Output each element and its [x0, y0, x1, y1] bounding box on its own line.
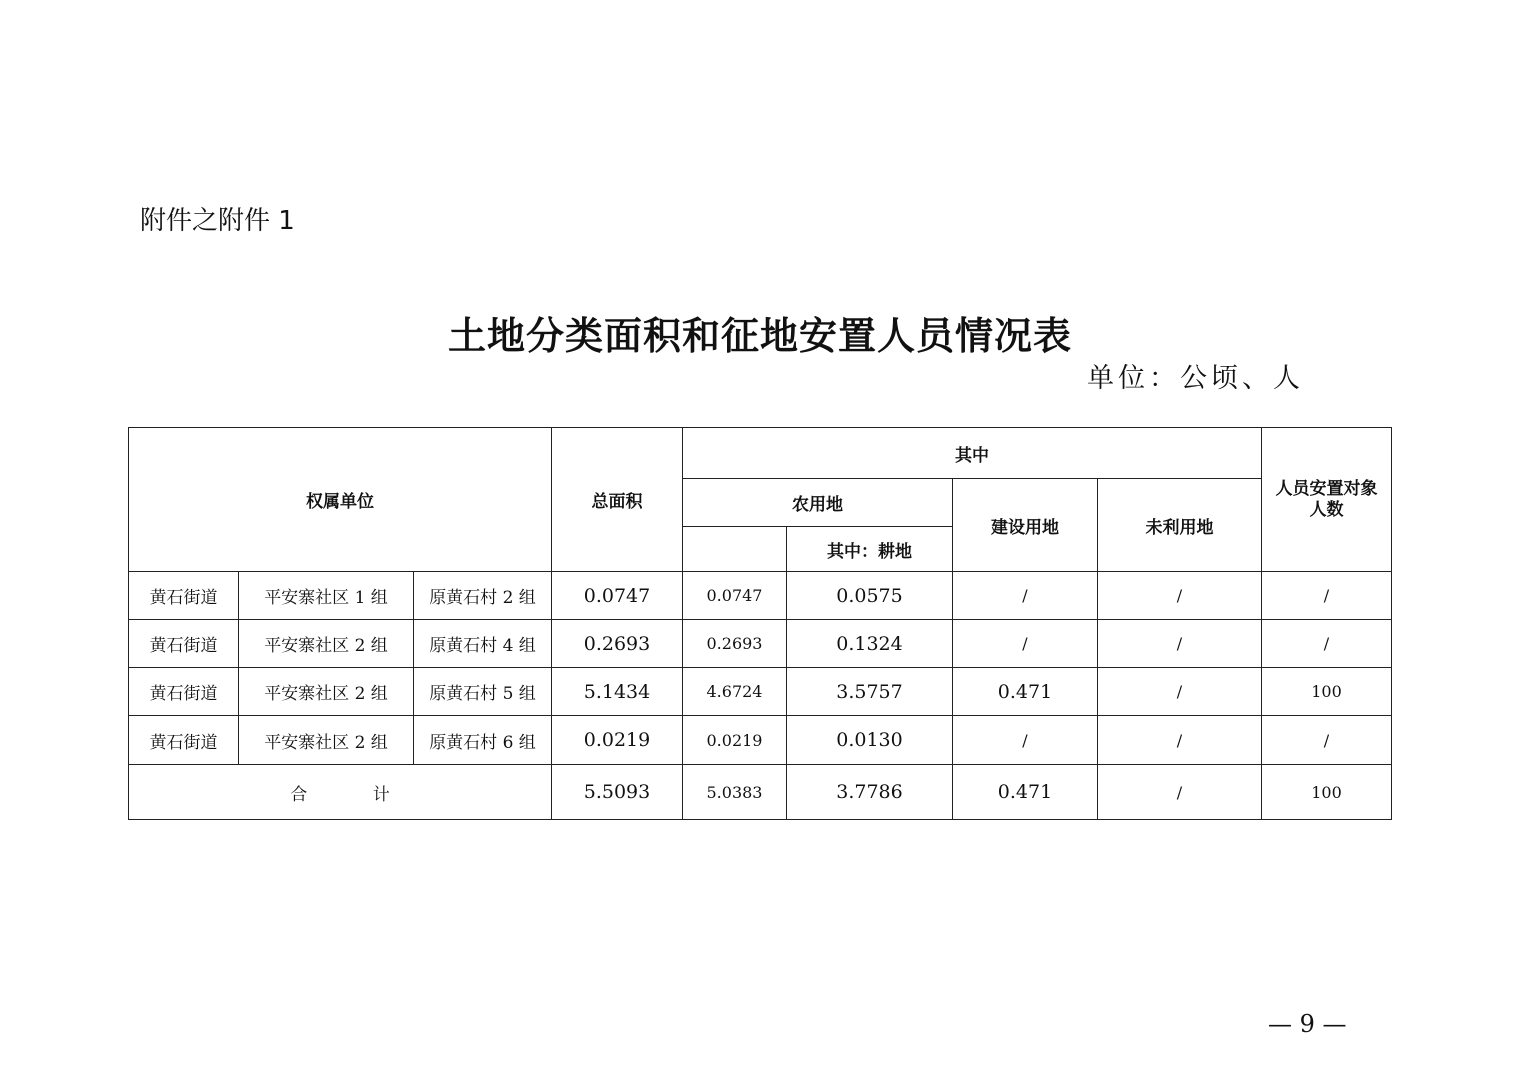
total-area-cell: 0.0747	[552, 572, 683, 620]
header-construction: 建设用地	[953, 479, 1098, 572]
annex-label: 附件之附件 1	[140, 206, 295, 236]
cultivated-cell: 3.7786	[787, 765, 953, 820]
village-cell: 原黄石村 4 组	[414, 620, 552, 668]
unused-cell: /	[1098, 572, 1262, 620]
street-cell: 黄石街道	[129, 572, 239, 620]
cultivated-cell: 3.5757	[787, 668, 953, 716]
total-area-cell: 5.1434	[552, 668, 683, 716]
village-cell: 原黄石村 5 组	[414, 668, 552, 716]
table-row	[129, 620, 1392, 668]
header-resettlement: 人员安置对象人数	[1262, 428, 1392, 572]
header-cultivated: 其中：耕地	[787, 527, 953, 572]
unused-cell: /	[1098, 668, 1262, 716]
cultivated-cell: 0.0575	[787, 572, 953, 620]
header-of-which: 其中	[683, 428, 1262, 479]
agricultural-cell: 5.0383	[683, 765, 787, 820]
resettlement-cell: 100	[1262, 765, 1392, 820]
agricultural-cell: 0.0747	[683, 572, 787, 620]
resettlement-cell: /	[1262, 620, 1392, 668]
total-row	[129, 765, 1392, 820]
header-unused: 未利用地	[1098, 479, 1262, 572]
table-row	[129, 668, 1392, 716]
header-agri-blank	[683, 527, 787, 572]
total-area-cell: 0.2693	[552, 620, 683, 668]
land-table	[128, 427, 1392, 820]
unit-label: 单位：公顷、人	[1087, 363, 1304, 394]
header-ownership-unit: 权属单位	[129, 428, 552, 572]
agricultural-cell: 0.0219	[683, 716, 787, 765]
street-cell: 黄石街道	[129, 668, 239, 716]
construction-cell: /	[953, 716, 1098, 765]
header-total-area: 总面积	[552, 428, 683, 572]
village-cell: 原黄石村 6 组	[414, 716, 552, 765]
cultivated-cell: 0.1324	[787, 620, 953, 668]
community-cell: 平安寨社区 2 组	[239, 620, 414, 668]
construction-cell: /	[953, 620, 1098, 668]
street-cell: 黄石街道	[129, 620, 239, 668]
page-number: — 9 —	[1268, 1010, 1347, 1038]
construction-cell: /	[953, 572, 1098, 620]
header-agricultural: 农用地	[683, 479, 953, 527]
total-area-cell: 0.0219	[552, 716, 683, 765]
unused-cell: /	[1098, 765, 1262, 820]
unused-cell: /	[1098, 716, 1262, 765]
resettlement-cell: 100	[1262, 668, 1392, 716]
street-cell: 黄石街道	[129, 716, 239, 765]
page-title: 土地分类面积和征地安置人员情况表	[447, 313, 1072, 358]
resettlement-cell: /	[1262, 716, 1392, 765]
agricultural-cell: 0.2693	[683, 620, 787, 668]
unused-cell: /	[1098, 620, 1262, 668]
community-cell: 平安寨社区 2 组	[239, 668, 414, 716]
construction-cell: 0.471	[953, 765, 1098, 820]
total-label: 合 计	[129, 765, 552, 820]
cultivated-cell: 0.0130	[787, 716, 953, 765]
community-cell: 平安寨社区 2 组	[239, 716, 414, 765]
table-row	[129, 572, 1392, 620]
agricultural-cell: 4.6724	[683, 668, 787, 716]
table-row	[129, 716, 1392, 765]
village-cell: 原黄石村 2 组	[414, 572, 552, 620]
community-cell: 平安寨社区 1 组	[239, 572, 414, 620]
construction-cell: 0.471	[953, 668, 1098, 716]
total-area-cell: 5.5093	[552, 765, 683, 820]
resettlement-cell: /	[1262, 572, 1392, 620]
